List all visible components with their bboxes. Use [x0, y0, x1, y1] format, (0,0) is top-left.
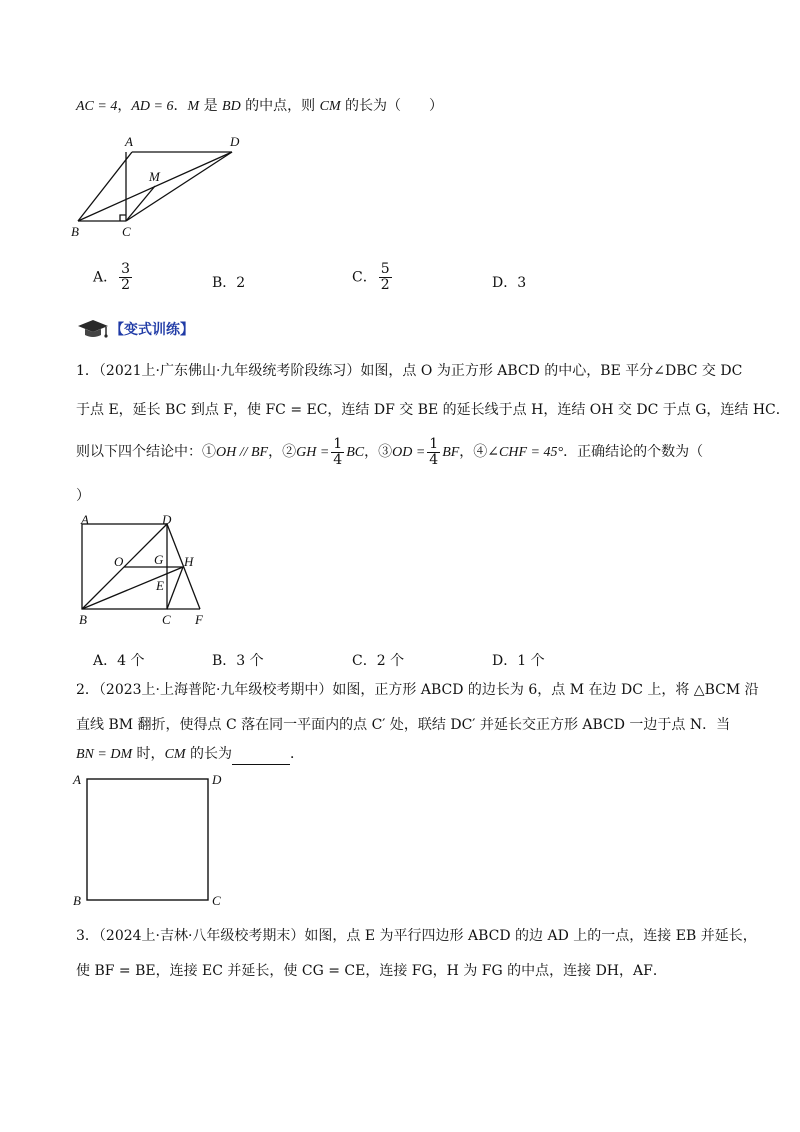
- q1-frac-1-den: 4: [333, 451, 343, 468]
- q1-l3a: 则以下四个结论中：①: [76, 444, 216, 460]
- q1-l3f: ，③: [364, 444, 393, 460]
- q1-l3i: ，④: [459, 444, 488, 460]
- q0-label-a: A: [125, 134, 133, 149]
- q0-option-b[interactable]: [212, 272, 245, 292]
- q0-option-c-num: 5: [380, 261, 390, 277]
- q1-line4: ）: [76, 488, 90, 504]
- q0-option-b-label: B．2: [212, 275, 246, 291]
- section-heading-text: 【变式训练】: [110, 322, 194, 338]
- q0-sep2: ．: [173, 98, 188, 114]
- q0-option-a-label: A．: [93, 269, 118, 286]
- q0-option-a[interactable]: [93, 262, 134, 293]
- q1-frac-2-num: 1: [429, 435, 439, 452]
- q2-cm: CM: [164, 747, 186, 762]
- q1-frac-2: [427, 437, 440, 468]
- q1-conclusion-2-left: GH =: [296, 445, 330, 460]
- q0-option-c-label: C．: [352, 269, 377, 286]
- q0-cm: CM: [319, 99, 341, 114]
- q1-option-b[interactable]: B．3 个: [212, 653, 264, 669]
- q0-option-c[interactable]: [352, 262, 394, 293]
- q0-bd: BD: [222, 99, 241, 114]
- q0-label-m: M: [149, 169, 160, 184]
- q0-sep1: ，: [117, 98, 132, 114]
- q1-label-d: D: [162, 512, 172, 527]
- q1-figure-square: [72, 510, 212, 630]
- graduation-cap-icon: [76, 318, 110, 340]
- q1-conclusion-4: ∠CHF = 45°: [487, 445, 564, 460]
- q0-option-d[interactable]: [492, 272, 526, 292]
- q1-line3: [76, 436, 703, 469]
- q1-option-d[interactable]: D．1 个: [492, 653, 545, 669]
- q2-condition: BN = DM: [76, 747, 133, 762]
- q0-figure-parallelogram: [66, 132, 256, 244]
- q0-label-d: D: [230, 134, 240, 149]
- q1-conclusion-1: OH // BF: [216, 445, 269, 460]
- q0-ad: AD = 6: [131, 99, 174, 114]
- q0-ac: AC = 4: [76, 99, 118, 114]
- q1-label-b: B: [79, 612, 87, 627]
- q2-l3e: ．: [290, 746, 305, 762]
- q1-l3c: ，②: [268, 444, 297, 460]
- q2-label-d: D: [212, 772, 222, 787]
- q0-option-a-num: 3: [121, 261, 131, 277]
- q0-option-a-fraction: [119, 262, 132, 293]
- q1-option-a[interactable]: A．4 个: [93, 653, 145, 669]
- q1-line1: 1．（2021上·广东佛山·九年级统考阶段练习）如图，点 O 为正方形 ABCD 的中心，BE 平分∠DBC 交 DC: [76, 363, 743, 379]
- q0-txt6: 是: [199, 98, 223, 114]
- q0-txt8: 的中点，则: [240, 98, 320, 114]
- q2-line3: [76, 744, 304, 765]
- q0-text-line: [76, 96, 443, 117]
- q0-label-b: B: [71, 224, 79, 239]
- q2-line1: 2．（2023上·上海普陀·九年级校考期中）如图，正方形 ABCD 的边长为 6，点 M 在边 DC 上，将 △BCM 沿: [76, 682, 759, 698]
- q2-l3d: 的长为: [185, 746, 233, 762]
- q1-frac-1: [331, 437, 344, 468]
- q1-conclusion-2-right: BC: [346, 445, 365, 460]
- q1-label-h: H: [184, 554, 194, 569]
- q1-line2: 于点 E，延长 BC 到点 F，使 FC = EC，连结 DF 交 BE 的延长线于点 H，连结 OH 交 DC 于点 G，连结 HC．: [76, 402, 790, 418]
- q2-figure-square: [70, 768, 230, 910]
- q2-label-b: B: [73, 893, 81, 908]
- q1-label-g: G: [154, 552, 164, 567]
- q0-option-c-den: 2: [380, 277, 390, 293]
- q1-frac-1-num: 1: [333, 435, 343, 452]
- q1-label-f: F: [195, 612, 203, 627]
- q0-option-d-label: D．3: [492, 275, 527, 291]
- q0-txt10: 的长为（ ）: [340, 98, 444, 114]
- q0-option-c-fraction: [379, 262, 392, 293]
- q2-label-c: C: [212, 893, 221, 908]
- q1-frac-2-den: 4: [429, 451, 439, 468]
- section-heading: [76, 318, 194, 340]
- q1-label-a: A: [81, 512, 89, 527]
- q0-label-c: C: [122, 224, 131, 239]
- q3-line1: 3．（2024上·吉林·八年级校考期末）如图，点 E 为平行四边形 ABCD 的边 AD 上的一点，连接 EB 并延长，: [76, 928, 757, 944]
- q0-option-a-den: 2: [121, 277, 131, 293]
- q1-l3k: ．正确结论的个数为（: [563, 444, 704, 460]
- q1-conclusion-3-right: BF: [442, 445, 460, 460]
- q3-line2: 使 BF = BE，连接 EC 并延长，使 CG = CE，连接 FG，H 为 FG 的中点，连接 DH，AF．: [76, 963, 667, 979]
- q2-label-a: A: [73, 772, 81, 787]
- q2-answer-blank[interactable]: [232, 750, 290, 765]
- q1-label-o: O: [114, 554, 124, 569]
- q1-label-c: C: [162, 612, 171, 627]
- q2-line2: 直线 BM 翻折，使得点 C 落在同一平面内的点 C′ 处，联结 DC′ 并延长交正方形 ABCD 一边于点 N．当: [76, 717, 731, 733]
- q1-option-c[interactable]: C．2 个: [352, 653, 405, 669]
- q1-label-e: E: [156, 578, 164, 593]
- q0-m: M: [187, 99, 200, 114]
- q1-conclusion-3-left: OD =: [392, 445, 426, 460]
- q2-l3b: 时，: [132, 746, 165, 762]
